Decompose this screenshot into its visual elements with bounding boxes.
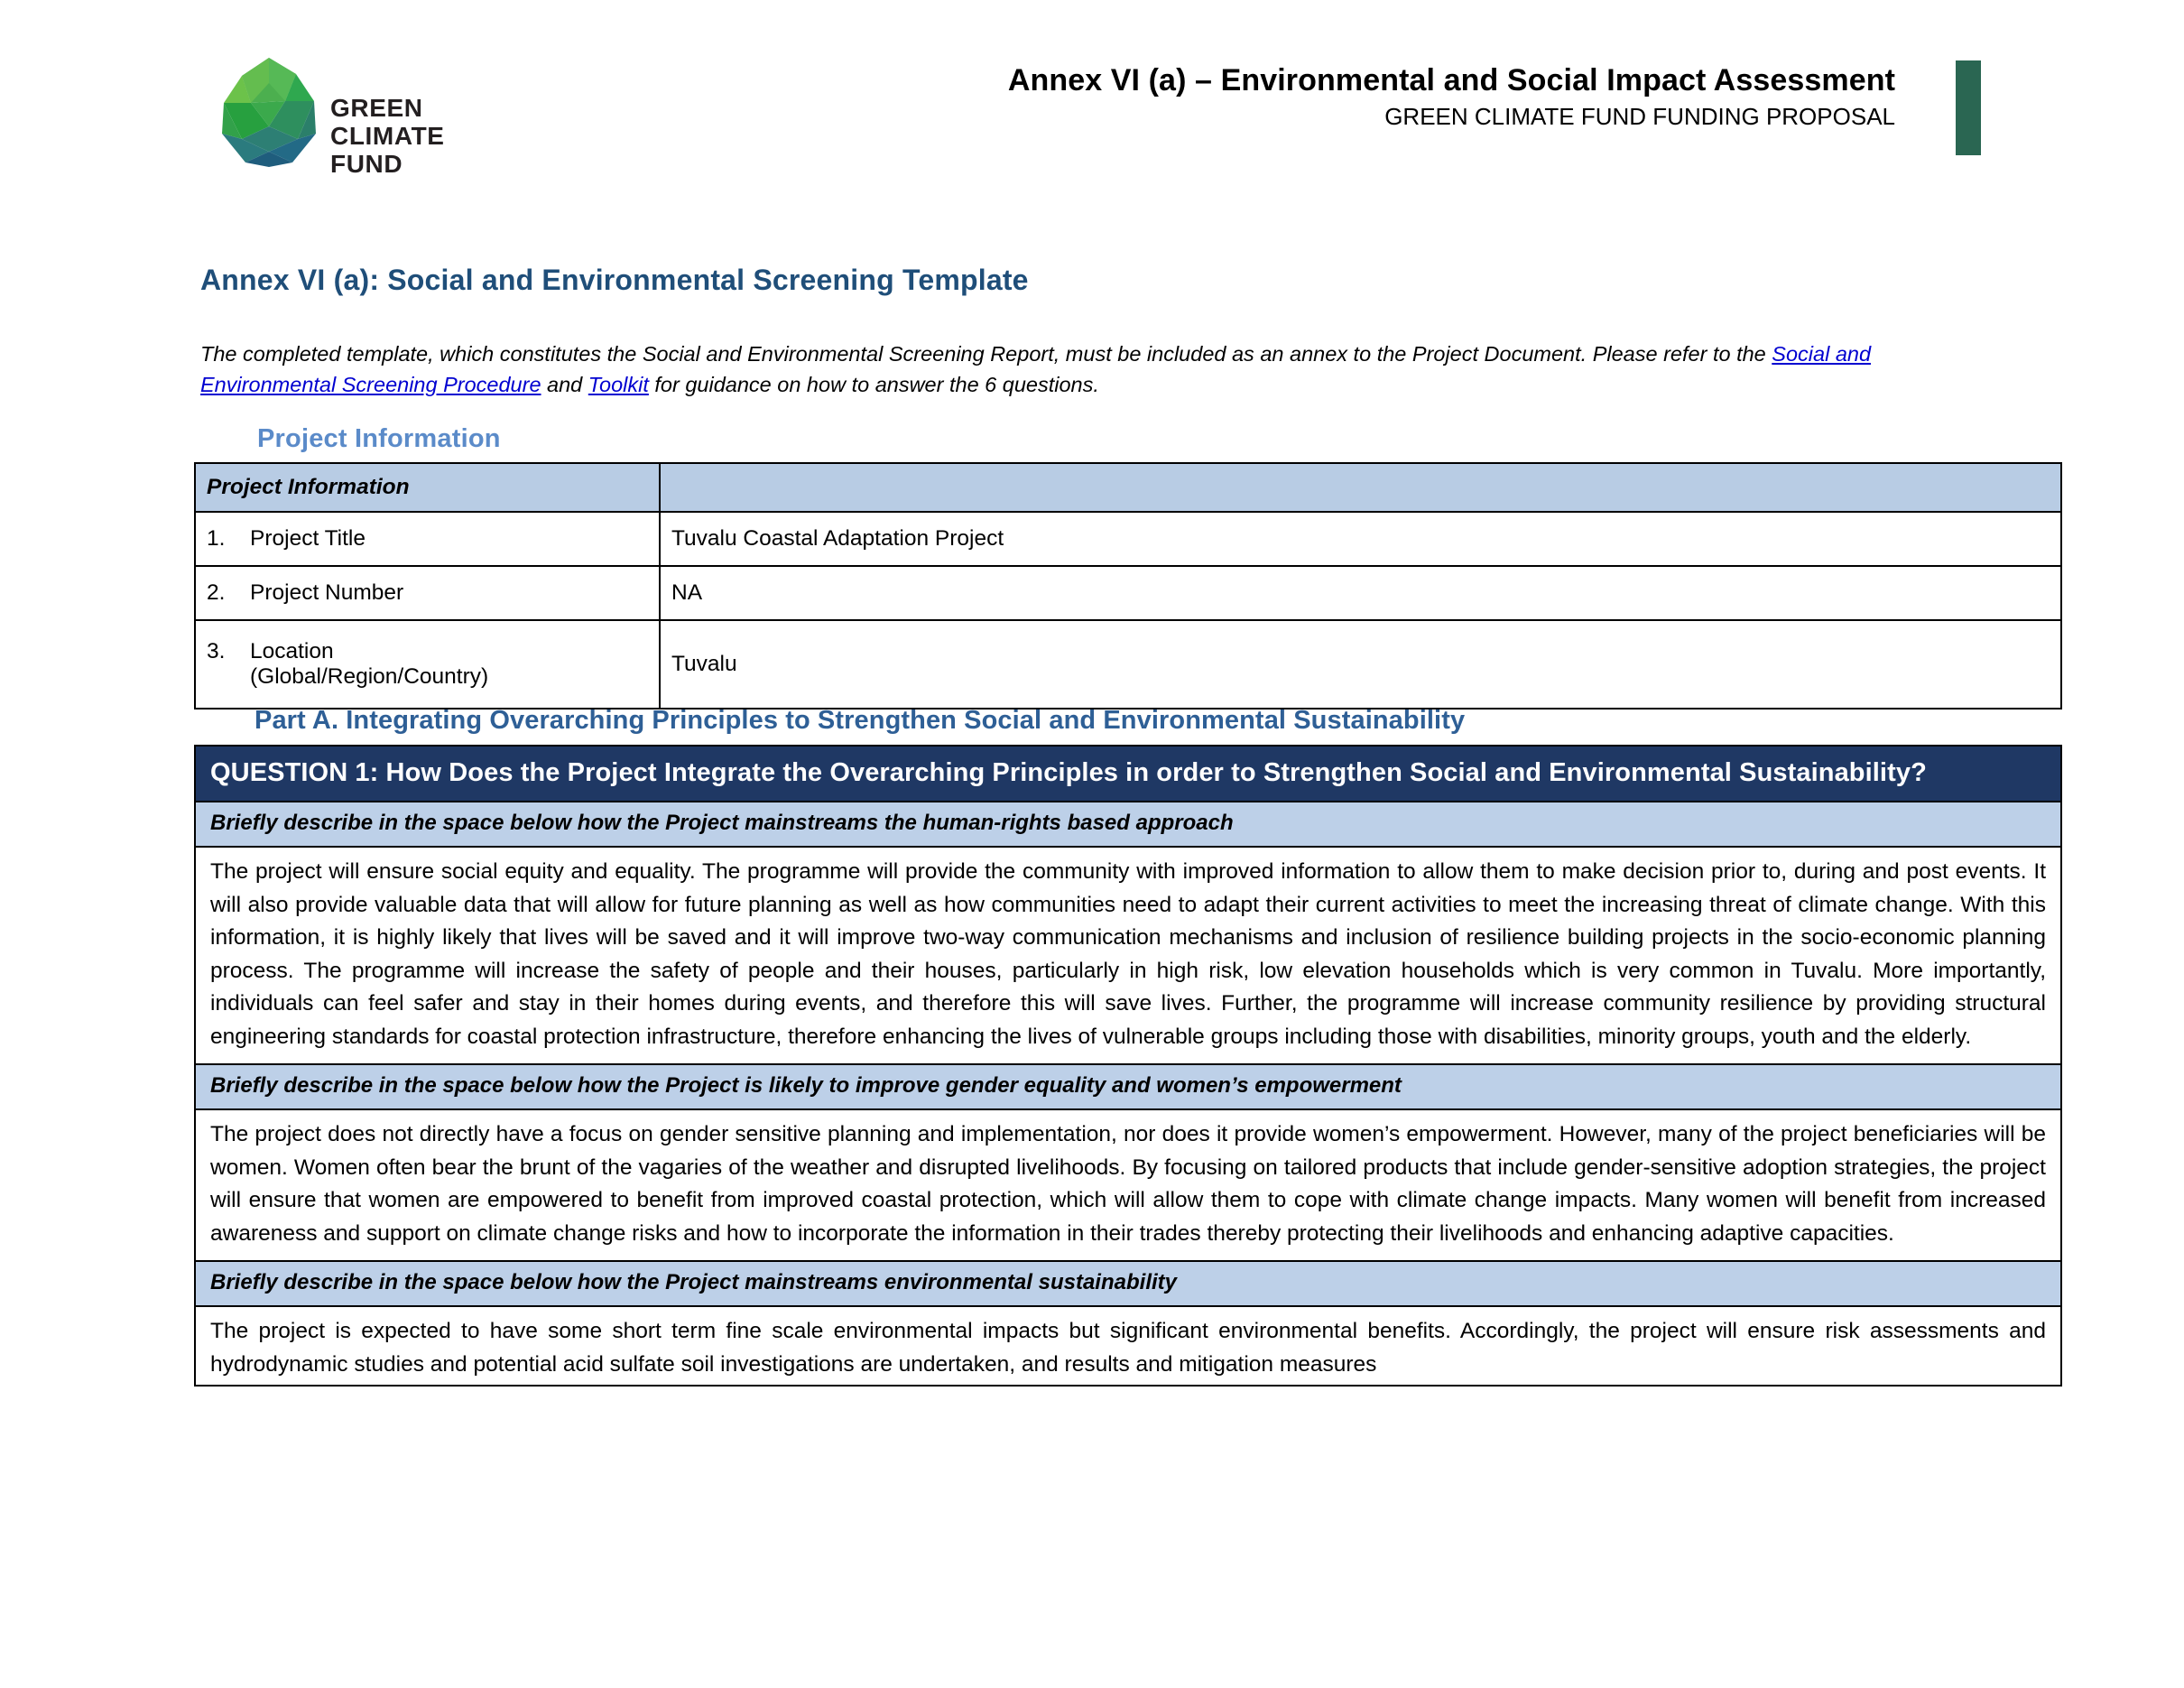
part-a-heading: Part A. Integrating Overarching Principles to Strengthen Social and Environmental Sustainability — [254, 706, 1466, 735]
table-row — [195, 620, 2061, 709]
answer-environmental-sustainability: The project is expected to have some short term fine scale environmental impacts but significant environmental benefits. Accordingly, the project will ensure risk assessments and hydrodynamic studies and potential acid sulfate soil investigations are undertaken, and results and mitigation measures — [210, 1319, 2046, 1377]
intro-text-1: The completed template, which constitutes the Social and Environmental Screening Report, must be included as an annex to the Project Document. Please refer to the — [200, 342, 1772, 366]
green-climate-fund-logo-icon — [215, 56, 323, 169]
question-1-banner: QUESTION 1: How Does the Project Integrate the Overarching Principles in order to Strengthen Social and Environmental Sustainability? — [196, 747, 2060, 801]
row-label-sub: (Global/Region/Country) — [250, 664, 489, 689]
row-value-project-number: NA — [660, 566, 2061, 620]
row-label-text: Location — [250, 639, 334, 663]
gcf-logo-block — [215, 56, 486, 218]
header-title: Annex VI (a) – Environmental and Social Impact Assessment — [1007, 63, 1895, 97]
row-label-location — [195, 620, 660, 709]
row-value-location: Tuvalu — [660, 620, 2061, 709]
table-header-value — [660, 463, 2061, 512]
intro-text-3: for guidance on how to answer the 6 questions. — [648, 373, 1099, 396]
project-information-heading: Project Information — [257, 424, 501, 453]
answer-gender-equality: The project does not directly have a focus on gender sensitive planning and implementation, nor does it provide women’s empowerment. However, many of the project beneficiaries will be women. Women often bear the brunt of the vagaries of the weather and disrupted livelihoods. By focusing on tailored products that include gender-sensitive adoption strategies, the project will ensure that women are empowered to benefit from improved coastal protection, which will allow them to cope with climate change impacts. Many women will benefit from increased awareness and support on climate change risks and how to incorporate the information in their trades thereby protecting their livelihoods and enhancing adaptive capacities. — [210, 1122, 2046, 1246]
page-title: Annex VI (a): Social and Environmental Screening Template — [200, 264, 1029, 296]
row-label-text: Project Number — [250, 580, 404, 605]
header-title-group — [632, 61, 1895, 132]
document-header — [0, 47, 2184, 227]
intro-paragraph — [200, 339, 2001, 400]
project-information-table — [194, 462, 2062, 710]
row-label-text: Project Title — [250, 526, 366, 551]
row-label-project-title — [195, 512, 660, 566]
link-screening-procedure[interactable]: Social and Environmental Screening Procedure — [200, 342, 1872, 396]
answer-human-rights: The project will ensure social equity and equality. The programme will provide the community with improved information to allow them to make decision prior to, during and post events. It will also provide valuable data that will allow for future planning as well as how communities need to adapt their current activities to meet the increasing threat of climate change. With this information, it is highly likely that lives will be saved and it will improve two-way communication mechanisms and inclusion of resilience building projects in the socio-economic planning process. The programme will increase the safety of people and their houses, particularly in high risk, low elevation households which is very common in Tuvalu. More importantly, individuals can feel safer and stay in their homes during events, and therefore this will save lives. Further, the programme will increase community resilience by providing structural engineering standards for coastal protection infrastructure, therefore enhancing the lives of vulnerable groups including those with disabilities, minority groups, youth and the elderly. — [210, 859, 2046, 1049]
row-value-project-title: Tuvalu Coastal Adaptation Project — [660, 512, 2061, 566]
header-accent-bar — [1956, 60, 1981, 155]
link-toolkit[interactable]: Toolkit — [588, 373, 649, 396]
table-row — [195, 512, 2061, 566]
table-row — [195, 566, 2061, 620]
question-1-box — [194, 745, 2062, 1387]
section-band-gender-equality: Briefly describe in the space below how the Project is likely to improve gender equality and women’s empowerment — [196, 1063, 2060, 1110]
table-header-row — [195, 463, 2061, 512]
intro-text-2: and — [541, 373, 588, 396]
row-number: 2. — [207, 580, 226, 605]
header-subtitle: GREEN CLIMATE FUND FUNDING PROPOSAL — [1384, 103, 1895, 130]
row-number: 3. — [207, 639, 226, 663]
section-band-human-rights: Briefly describe in the space below how the Project mainstreams the human-rights based approach — [196, 801, 2060, 848]
table-header-label: Project Information — [195, 463, 660, 512]
row-number: 1. — [207, 526, 226, 551]
section-band-environmental-sustainability: Briefly describe in the space below how the Project mainstreams environmental sustainability — [196, 1260, 2060, 1307]
gcf-logo-wordmark: GREEN CLIMATE FUND — [330, 94, 445, 178]
row-label-project-number — [195, 566, 660, 620]
